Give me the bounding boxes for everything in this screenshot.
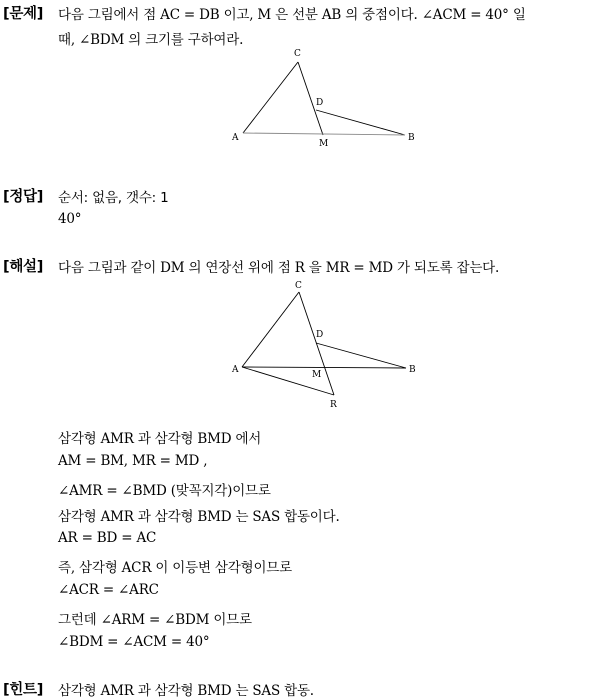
point-label-c: C (294, 49, 301, 59)
solution-step: AM = BM, MR = MD , (58, 453, 208, 469)
point-label-a: A (232, 133, 239, 143)
point-label-r: R (330, 400, 337, 410)
segment-ac (242, 292, 299, 367)
solution-step: 삼각형 AMR 과 삼각형 BMD 에서 (58, 431, 262, 447)
point-label-c: C (295, 281, 302, 291)
point-label-m: M (319, 139, 329, 149)
solution-step: ∠AMR = ∠BMD (맞꼭지각)이므로 (58, 483, 271, 499)
point-label-b: B (408, 133, 415, 143)
point-label-m: M (312, 370, 322, 380)
solution-intro: 다음 그림과 같이 DM 의 연장선 위에 점 R 을 MR = MD 가 되도록 잡는다. (58, 260, 500, 276)
hint-tag: [힌트] (3, 682, 44, 698)
answer-meta: 순서: 없음, 갯수: 1 (58, 190, 169, 206)
solution-step: ∠ACR = ∠ARC (58, 582, 159, 598)
answer-tag: [정답] (3, 189, 44, 205)
problem-line-2: 때, ∠BDM 의 크기를 구하여라. (58, 32, 244, 48)
solution-tag: [해설] (3, 259, 44, 275)
point-label-a: A (232, 365, 239, 375)
point-label-d: D (316, 330, 324, 340)
answer-value: 40° (58, 211, 82, 227)
segment-db (316, 343, 406, 368)
point-label-d: D (316, 98, 324, 108)
problem-tag: [문제] (3, 6, 44, 22)
segment-ab (242, 367, 406, 368)
point-label-b: B (409, 365, 416, 375)
problem-line-1: 다음 그림에서 점 AC = DB 이고, M 은 선분 AB 의 중점이다. ∠ACM = 40° 일 (58, 7, 526, 23)
solution-step: 즉, 삼각형 ACR 이 이등변 삼각형이므로 (58, 560, 292, 576)
solution-step: AR = BD = AC (58, 530, 157, 546)
solution-step: 삼각형 AMR 과 삼각형 BMD 는 SAS 합동이다. (58, 509, 340, 525)
solution-step: ∠BDM = ∠ACM = 40° (58, 634, 210, 650)
hint-text: 삼각형 AMR 과 삼각형 BMD 는 SAS 합동. (58, 683, 314, 699)
solution-step: 그런데 ∠ARM = ∠BDM 이므로 (58, 612, 252, 628)
